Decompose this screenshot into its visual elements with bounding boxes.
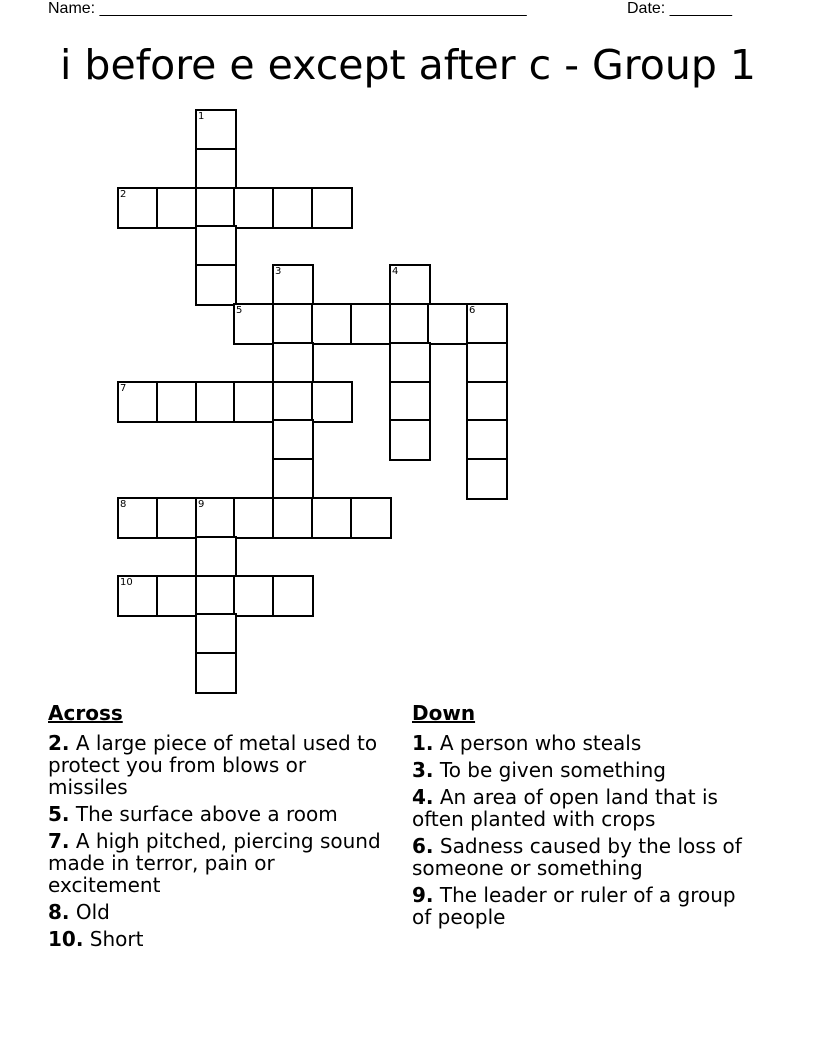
grid-cell[interactable] [272,342,314,384]
clue-text: Sadness caused by the loss of someone or something [412,834,742,880]
grid-cell[interactable] [466,303,508,345]
clue-number-label: 7 [120,383,127,394]
clue-number-label: 6 [469,305,476,316]
grid-cell[interactable] [389,264,431,306]
down-clue [412,732,757,754]
clue-text: A high pitched, piercing sound made in terror, pain or excitement [48,829,381,897]
grid-cell[interactable] [156,497,198,539]
clue-number-label: 2 [120,189,127,200]
grid-cell[interactable] [466,458,508,500]
clue-text: To be given something [439,758,666,782]
grid-cell[interactable] [195,381,237,423]
grid-cell[interactable] [233,575,275,617]
grid-cell[interactable] [466,419,508,461]
down-clue [412,835,757,879]
grid-cell[interactable] [117,381,159,423]
grid-cell[interactable] [195,652,237,694]
grid-cell[interactable] [233,497,275,539]
date-field[interactable]: Date: _______ [627,0,732,17]
clue-number: 9. [412,883,434,907]
down-clues [412,702,757,933]
across-clues [48,702,383,955]
clue-number-label: 5 [236,305,243,316]
clue-number-label: 3 [275,266,282,277]
grid-cell[interactable] [195,187,237,229]
down-clue [412,759,757,781]
clue-text: A large piece of metal used to protect you from blows or missiles [48,731,378,799]
grid-cell[interactable] [389,342,431,384]
grid-cell[interactable] [272,381,314,423]
grid-cell[interactable] [350,497,392,539]
grid-cell[interactable] [272,303,314,345]
page-title: i before e except after c - Group 1 [60,41,756,89]
clue-number: 10. [48,927,84,951]
clue-number: 4. [412,785,434,809]
grid-cell[interactable] [156,575,198,617]
clue-text: A person who steals [439,731,642,755]
grid-cell[interactable] [117,575,159,617]
down-heading: Down [412,701,476,725]
across-clue [48,732,383,798]
clue-number: 3. [412,758,434,782]
grid-cell[interactable] [389,419,431,461]
grid-cell[interactable] [427,303,469,345]
grid-cell[interactable] [195,575,237,617]
across-clue [48,928,383,950]
across-clue [48,803,383,825]
down-clue [412,786,757,830]
grid-cell[interactable] [156,187,198,229]
grid-cell[interactable] [272,419,314,461]
clue-number: 2. [48,731,70,755]
clue-number: 5. [48,802,70,826]
clue-number: 1. [412,731,434,755]
grid-cell[interactable] [272,575,314,617]
grid-cell[interactable] [117,187,159,229]
clue-number-label: 1 [198,111,205,122]
grid-cell[interactable] [117,497,159,539]
clue-number-label: 10 [120,577,133,588]
across-clue [48,830,383,896]
grid-cell[interactable] [195,109,237,151]
clue-number: 8. [48,900,70,924]
grid-cell[interactable] [272,497,314,539]
grid-cell[interactable] [350,303,392,345]
grid-cell[interactable] [195,225,237,267]
clue-number-label: 4 [392,266,399,277]
grid-cell[interactable] [195,613,237,655]
across-heading: Across [48,701,123,725]
grid-cell[interactable] [466,381,508,423]
clue-number: 6. [412,834,434,858]
grid-cell[interactable] [311,303,353,345]
grid-cell[interactable] [156,381,198,423]
across-clue [48,901,383,923]
down-clue [412,884,757,928]
grid-cell[interactable] [195,536,237,578]
grid-cell[interactable] [311,381,353,423]
clue-text: Old [75,900,110,924]
clue-number-label: 8 [120,499,127,510]
grid-cell[interactable] [195,264,237,306]
grid-cell[interactable] [233,187,275,229]
grid-cell[interactable] [311,497,353,539]
grid-cell[interactable] [195,497,237,539]
grid-cell[interactable] [233,381,275,423]
grid-cell[interactable] [272,458,314,500]
grid-cell[interactable] [233,303,275,345]
grid-cell[interactable] [195,148,237,190]
grid-cell[interactable] [272,264,314,306]
grid-cell[interactable] [389,381,431,423]
clue-text: An area of open land that is often planted with crops [412,785,718,831]
grid-cell[interactable] [389,303,431,345]
clue-text: The leader or ruler of a group of people [412,883,736,929]
clue-text: Short [89,927,144,951]
grid-cell[interactable] [272,187,314,229]
name-field[interactable]: Name: ________________________________________________ [48,0,527,17]
clue-number: 7. [48,829,70,853]
grid-cell[interactable] [311,187,353,229]
clue-text: The surface above a room [75,802,338,826]
clue-number-label: 9 [198,499,205,510]
grid-cell[interactable] [466,342,508,384]
